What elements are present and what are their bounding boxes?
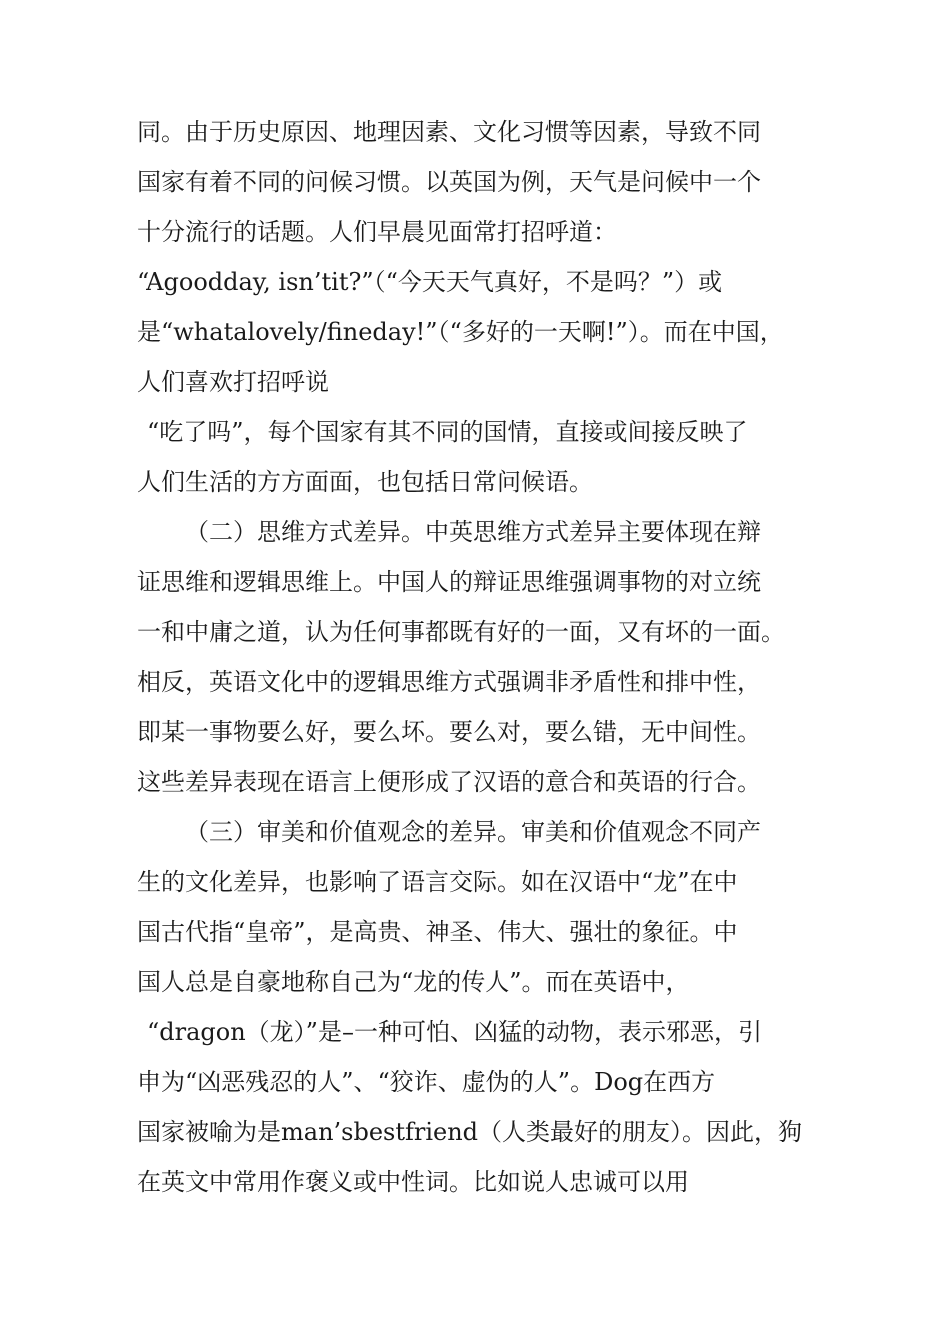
text-line: 国古代指“皇帝”，是高贵、神圣、伟大、强壮的象征。中 <box>137 918 738 946</box>
text-line: “dragon（龙）”是–一种可怕、凶猛的动物，表示邪恶，引 <box>147 1018 762 1046</box>
text-line: “Agoodday, isn’tit?”（“今天天气真好，不是吗？”）或 <box>137 268 723 296</box>
text-line: 一和中庸之道，认为任何事都既有好的一面，又有坏的一面。 <box>137 618 785 646</box>
text-line: 生的文化差异，也影响了语言交际。如在汉语中“龙”在中 <box>137 868 738 896</box>
text-line: “吃了吗”，每个国家有其不同的国情，直接或间接反映了 <box>147 418 748 446</box>
text-line: 申为“凶恶残忍的人”、“狡诈、虚伪的人”。Dog在西方 <box>137 1068 716 1096</box>
text-line: 十分流行的话题。人们早晨见面常打招呼道： <box>137 218 617 246</box>
text-line: 是“whatalovely/fineday!”（“多好的一天啊!”）。而在中国， <box>137 318 784 346</box>
text-line: 同。由于历史原因、地理因素、文化习惯等因素，导致不同 <box>137 118 761 146</box>
text-line: 国家有着不同的问候习惯。以英国为例，天气是问候中一个 <box>137 168 761 196</box>
text-line: 在英文中常用作褒义或中性词。比如说人忠诚可以用 <box>137 1168 689 1196</box>
text-line: （二）思维方式差异。中英思维方式差异主要体现在辩 <box>185 518 761 546</box>
text-line: 国家被喻为是man’sbestfriend（人类最好的朋友）。因此，狗 <box>137 1118 803 1146</box>
text-line: 人们生活的方方面面，也包括日常问候语。 <box>137 468 593 496</box>
text-line: 这些差异表现在语言上便形成了汉语的意合和英语的行合。 <box>137 768 761 796</box>
text-line: 证思维和逻辑思维上。中国人的辩证思维强调事物的对立统 <box>137 568 761 596</box>
text-line: 国人总是自豪地称自己为“龙的传人”。而在英语中， <box>137 968 690 996</box>
text-line: 人们喜欢打招呼说 <box>137 368 329 396</box>
text-line: （三）审美和价值观念的差异。审美和价值观念不同产 <box>185 818 761 846</box>
text-line: 即某一事物要么好，要么坏。要么对，要么错，无中间性。 <box>137 718 761 746</box>
text-line: 相反，英语文化中的逻辑思维方式强调非矛盾性和排中性， <box>137 668 761 696</box>
